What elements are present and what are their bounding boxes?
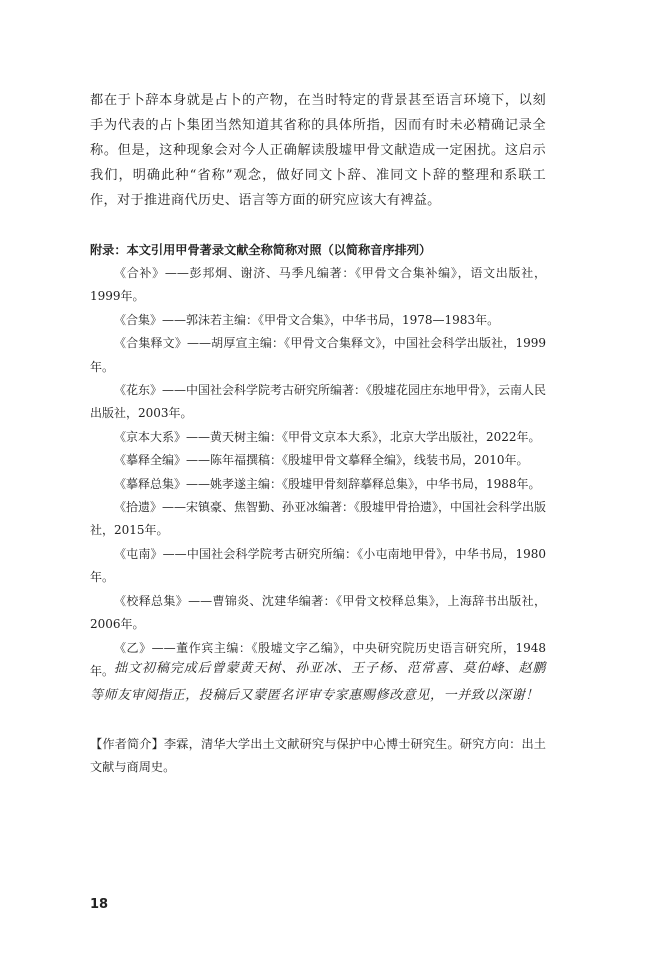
appendix-entry-moshi-zongji: 《摹释总集》——姚孝遂主编：《殷墟甲骨刻辞摹释总集》，中华书局，1988年。 — [114, 476, 541, 491]
appendix-entry-moshi-quanbian: 《摹释全编》——陈年福撰稿：《殷墟甲骨文摹释全编》，线装书局，2010年。 — [114, 453, 529, 468]
author-bio: 【作者简介】李霖，清华大学出土文献研究与保护中心博士研究生。研究方向：出土文献与商周史。 — [90, 737, 546, 774]
appendix-entry-tunnan: 《屯南》——中国社会科学院考古研究所编：《小屯南地甲骨》，中华书局，1980年。 — [90, 546, 546, 585]
acknowledgement: 拙文初稿完成后曾蒙黄天树、孙亚冰、王子杨、范常喜、莫伯峰、赵鹏等师友审阅指正，投稿后又蒙匿名评审专家惠赐修改意见，一并致以深谢！ — [90, 661, 546, 703]
page-number: 18 — [90, 897, 109, 912]
appendix-entry-heji-shiwen: 《合集释文》——胡厚宣主编：《甲骨文合集释文》，中国社会科学出版社，1999年。 — [90, 336, 546, 374]
appendix-section — [90, 238, 546, 683]
appendix-entry-jiaoshi-zongji: 《校释总集》——曹锦炎、沈建华编著：《甲骨文校释总集》，上海辞书出版社，2006年。 — [90, 593, 546, 632]
appendix-entry-yi: 《乙》——董作宾主编：《殷墟文字乙编》，中央研究院历史语言研究所，1948年。 — [90, 640, 546, 678]
appendix-entry-jingben-daxi: 《京本大系》——黄天树主编：《甲骨文京本大系》，北京大学出版社，2022年。 — [114, 429, 541, 444]
appendix-entry-heji: 《合集》——郭沫若主编：《甲骨文合集》，中华书局，1978—1983年。 — [114, 312, 500, 327]
appendix-entry-hebu: 《合补》——彭邦炯、谢济、马季凡编著：《甲骨文合集补编》，语文出版社，1999年。 — [90, 266, 546, 304]
appendix-title: 附录：本文引用甲骨著录文献全称简称对照（以简称音序排列） — [90, 243, 432, 257]
appendix-entry-shiyi: 《拾遗》——宋镇豪、焦智勤、孙亚冰编著：《殷墟甲骨拾遗》，中国社会科学出版社，2015年。 — [90, 500, 547, 538]
body-paragraph: 都在于卜辞本身就是占卜的产物，在当时特定的背景甚至语言环境下，以刻手为代表的占卜集团当然知道其省称的具体所指，因而有时未必精确记录全称。但是，这种现象会对今人正确解读殷墟甲骨文献造成一定困扰。这启示我们，明确此种“省称”观念，做好同文卜辞、准同文卜辞的整理和系联工作，对于推进商代历史、语言等方面的研究应该大有裨益。 — [90, 93, 546, 208]
appendix-entry-huadong: 《花东》——中国社会科学院考古研究所编著：《殷墟花园庄东地甲骨》，云南人民出版社，2003年。 — [90, 383, 547, 421]
